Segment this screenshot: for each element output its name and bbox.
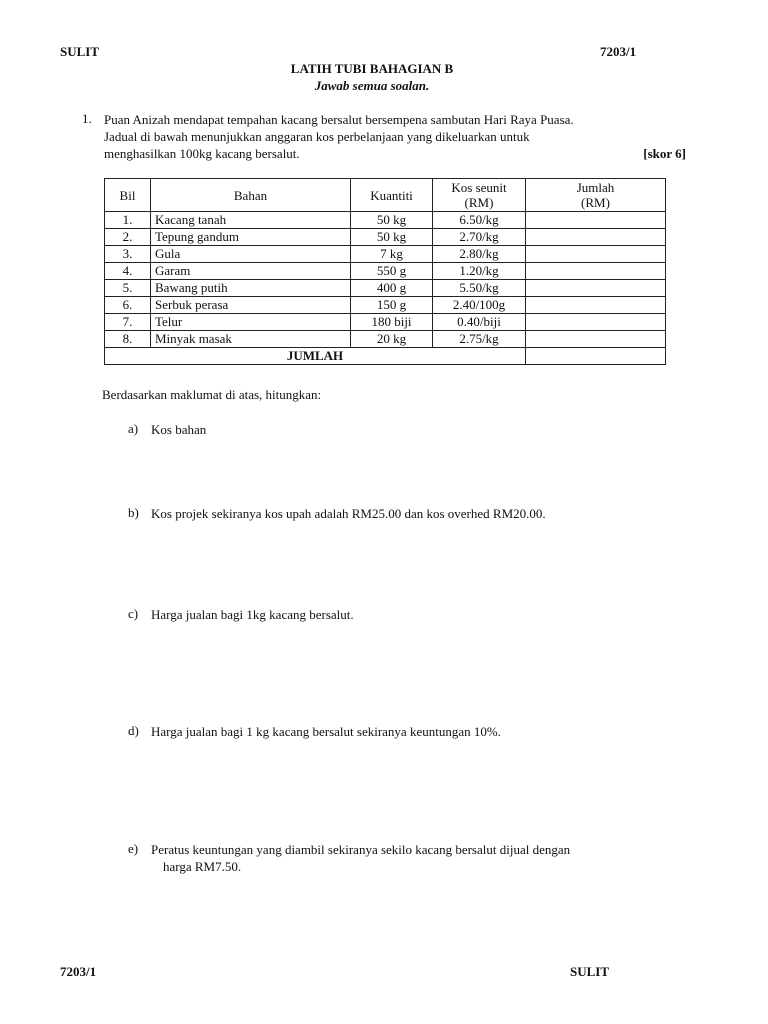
question-number: 1. bbox=[82, 111, 92, 126]
cell-jumlah[interactable] bbox=[526, 314, 666, 331]
cell-bil: 6. bbox=[105, 297, 151, 314]
page-subtitle: Jawab semua soalan. bbox=[314, 78, 430, 93]
part-d-label: d) bbox=[128, 723, 139, 738]
header-jumlah-unit: (RM) bbox=[581, 195, 610, 210]
table-row bbox=[105, 212, 666, 229]
cell-bil: 5. bbox=[105, 280, 151, 297]
part-c-label: c) bbox=[128, 606, 139, 621]
cell-jumlah[interactable] bbox=[526, 331, 666, 348]
part-a-label: a) bbox=[128, 421, 139, 436]
cell-kos: 2.40/100g bbox=[433, 297, 526, 314]
cell-kos: 5.50/kg bbox=[433, 280, 526, 297]
cell-bil: 8. bbox=[105, 331, 151, 348]
part-e-line-1: Peratus keuntungan yang diambil sekiranya sekilo kacang bersalut dijual dengan bbox=[151, 842, 571, 857]
header-paper-code: 7203/1 bbox=[600, 44, 637, 59]
cell-bahan: Garam bbox=[151, 263, 351, 280]
cell-kuantiti: 20 kg bbox=[351, 331, 433, 348]
cell-bahan: Tepung gandum bbox=[151, 229, 351, 246]
cell-kos: 1.20/kg bbox=[433, 263, 526, 280]
cell-jumlah[interactable] bbox=[526, 297, 666, 314]
page-title: LATIH TUBI BAHAGIAN B bbox=[290, 61, 454, 76]
table-row bbox=[105, 263, 666, 280]
cell-kos: 2.80/kg bbox=[433, 246, 526, 263]
table-total-row bbox=[105, 348, 666, 365]
cell-jumlah[interactable] bbox=[526, 246, 666, 263]
header-jumlah bbox=[526, 179, 666, 212]
cell-bil: 3. bbox=[105, 246, 151, 263]
table-row bbox=[105, 314, 666, 331]
header-jumlah-label: Jumlah bbox=[576, 180, 615, 195]
part-e-line-2: harga RM7.50. bbox=[163, 859, 242, 874]
cell-kuantiti: 180 biji bbox=[351, 314, 433, 331]
cell-bil: 2. bbox=[105, 229, 151, 246]
cell-kos: 0.40/biji bbox=[433, 314, 526, 331]
question-text bbox=[104, 111, 686, 162]
cell-kuantiti: 7 kg bbox=[351, 246, 433, 263]
part-b-text: Kos projek sekiranya kos upah adalah RM25.00 dan kos overhed RM20.00. bbox=[151, 506, 546, 521]
cell-bahan: Gula bbox=[151, 246, 351, 263]
part-e-label: e) bbox=[128, 841, 139, 856]
part-e-text bbox=[151, 841, 671, 875]
footer-sulit-label: SULIT bbox=[570, 964, 610, 979]
cell-bahan: Telur bbox=[151, 314, 351, 331]
part-a-text: Kos bahan bbox=[151, 422, 207, 437]
cell-bil: 4. bbox=[105, 263, 151, 280]
question-line-3-row bbox=[104, 145, 686, 162]
cell-bil: 7. bbox=[105, 314, 151, 331]
header-sulit-label: SULIT bbox=[60, 44, 100, 59]
cell-jumlah[interactable] bbox=[526, 280, 666, 297]
question-line-2: Jadual di bawah menunjukkan anggaran kos perbelanjaan yang dikeluarkan untuk bbox=[104, 129, 530, 144]
cell-bahan: Serbuk perasa bbox=[151, 297, 351, 314]
header-bil: Bil bbox=[105, 179, 151, 212]
cell-kuantiti: 550 g bbox=[351, 263, 433, 280]
part-d-text: Harga jualan bagi 1 kg kacang bersalut sekiranya keuntungan 10%. bbox=[151, 724, 501, 739]
table-header-row bbox=[105, 179, 666, 212]
cell-bahan: Kacang tanah bbox=[151, 212, 351, 229]
header-kos-seunit bbox=[433, 179, 526, 212]
header-bahan: Bahan bbox=[151, 179, 351, 212]
total-value-cell[interactable] bbox=[526, 348, 666, 365]
header-kos-seunit-label: Kos seunit bbox=[451, 180, 507, 195]
table-row bbox=[105, 246, 666, 263]
cell-bil: 1. bbox=[105, 212, 151, 229]
question-line-1: Puan Anizah mendapat tempahan kacang bersalut bersempena sambutan Hari Raya Puasa. bbox=[104, 112, 574, 127]
cell-kos: 2.70/kg bbox=[433, 229, 526, 246]
part-b-label: b) bbox=[128, 505, 139, 520]
table-row bbox=[105, 229, 666, 246]
table-row bbox=[105, 297, 666, 314]
header-kuantiti: Kuantiti bbox=[351, 179, 433, 212]
table-row bbox=[105, 280, 666, 297]
cell-kos: 2.75/kg bbox=[433, 331, 526, 348]
cell-jumlah[interactable] bbox=[526, 212, 666, 229]
cell-bahan: Bawang putih bbox=[151, 280, 351, 297]
cell-kuantiti: 400 g bbox=[351, 280, 433, 297]
footer-paper-code: 7203/1 bbox=[60, 964, 97, 979]
question-line-3: menghasilkan 100kg kacang bersalut. bbox=[104, 146, 300, 161]
header-kos-seunit-unit: (RM) bbox=[464, 195, 494, 210]
score-label: [skor 6] bbox=[643, 146, 686, 161]
total-label: JUMLAH bbox=[105, 348, 526, 365]
cost-table bbox=[104, 178, 666, 365]
part-c-text: Harga jualan bagi 1kg kacang bersalut. bbox=[151, 607, 354, 622]
cell-kuantiti: 150 g bbox=[351, 297, 433, 314]
instruction-text: Berdasarkan maklumat di atas, hitungkan: bbox=[102, 387, 322, 402]
cell-kos: 6.50/kg bbox=[433, 212, 526, 229]
cell-jumlah[interactable] bbox=[526, 229, 666, 246]
cell-bahan: Minyak masak bbox=[151, 331, 351, 348]
cell-jumlah[interactable] bbox=[526, 263, 666, 280]
cell-kuantiti: 50 kg bbox=[351, 229, 433, 246]
table-row bbox=[105, 331, 666, 348]
cell-kuantiti: 50 kg bbox=[351, 212, 433, 229]
